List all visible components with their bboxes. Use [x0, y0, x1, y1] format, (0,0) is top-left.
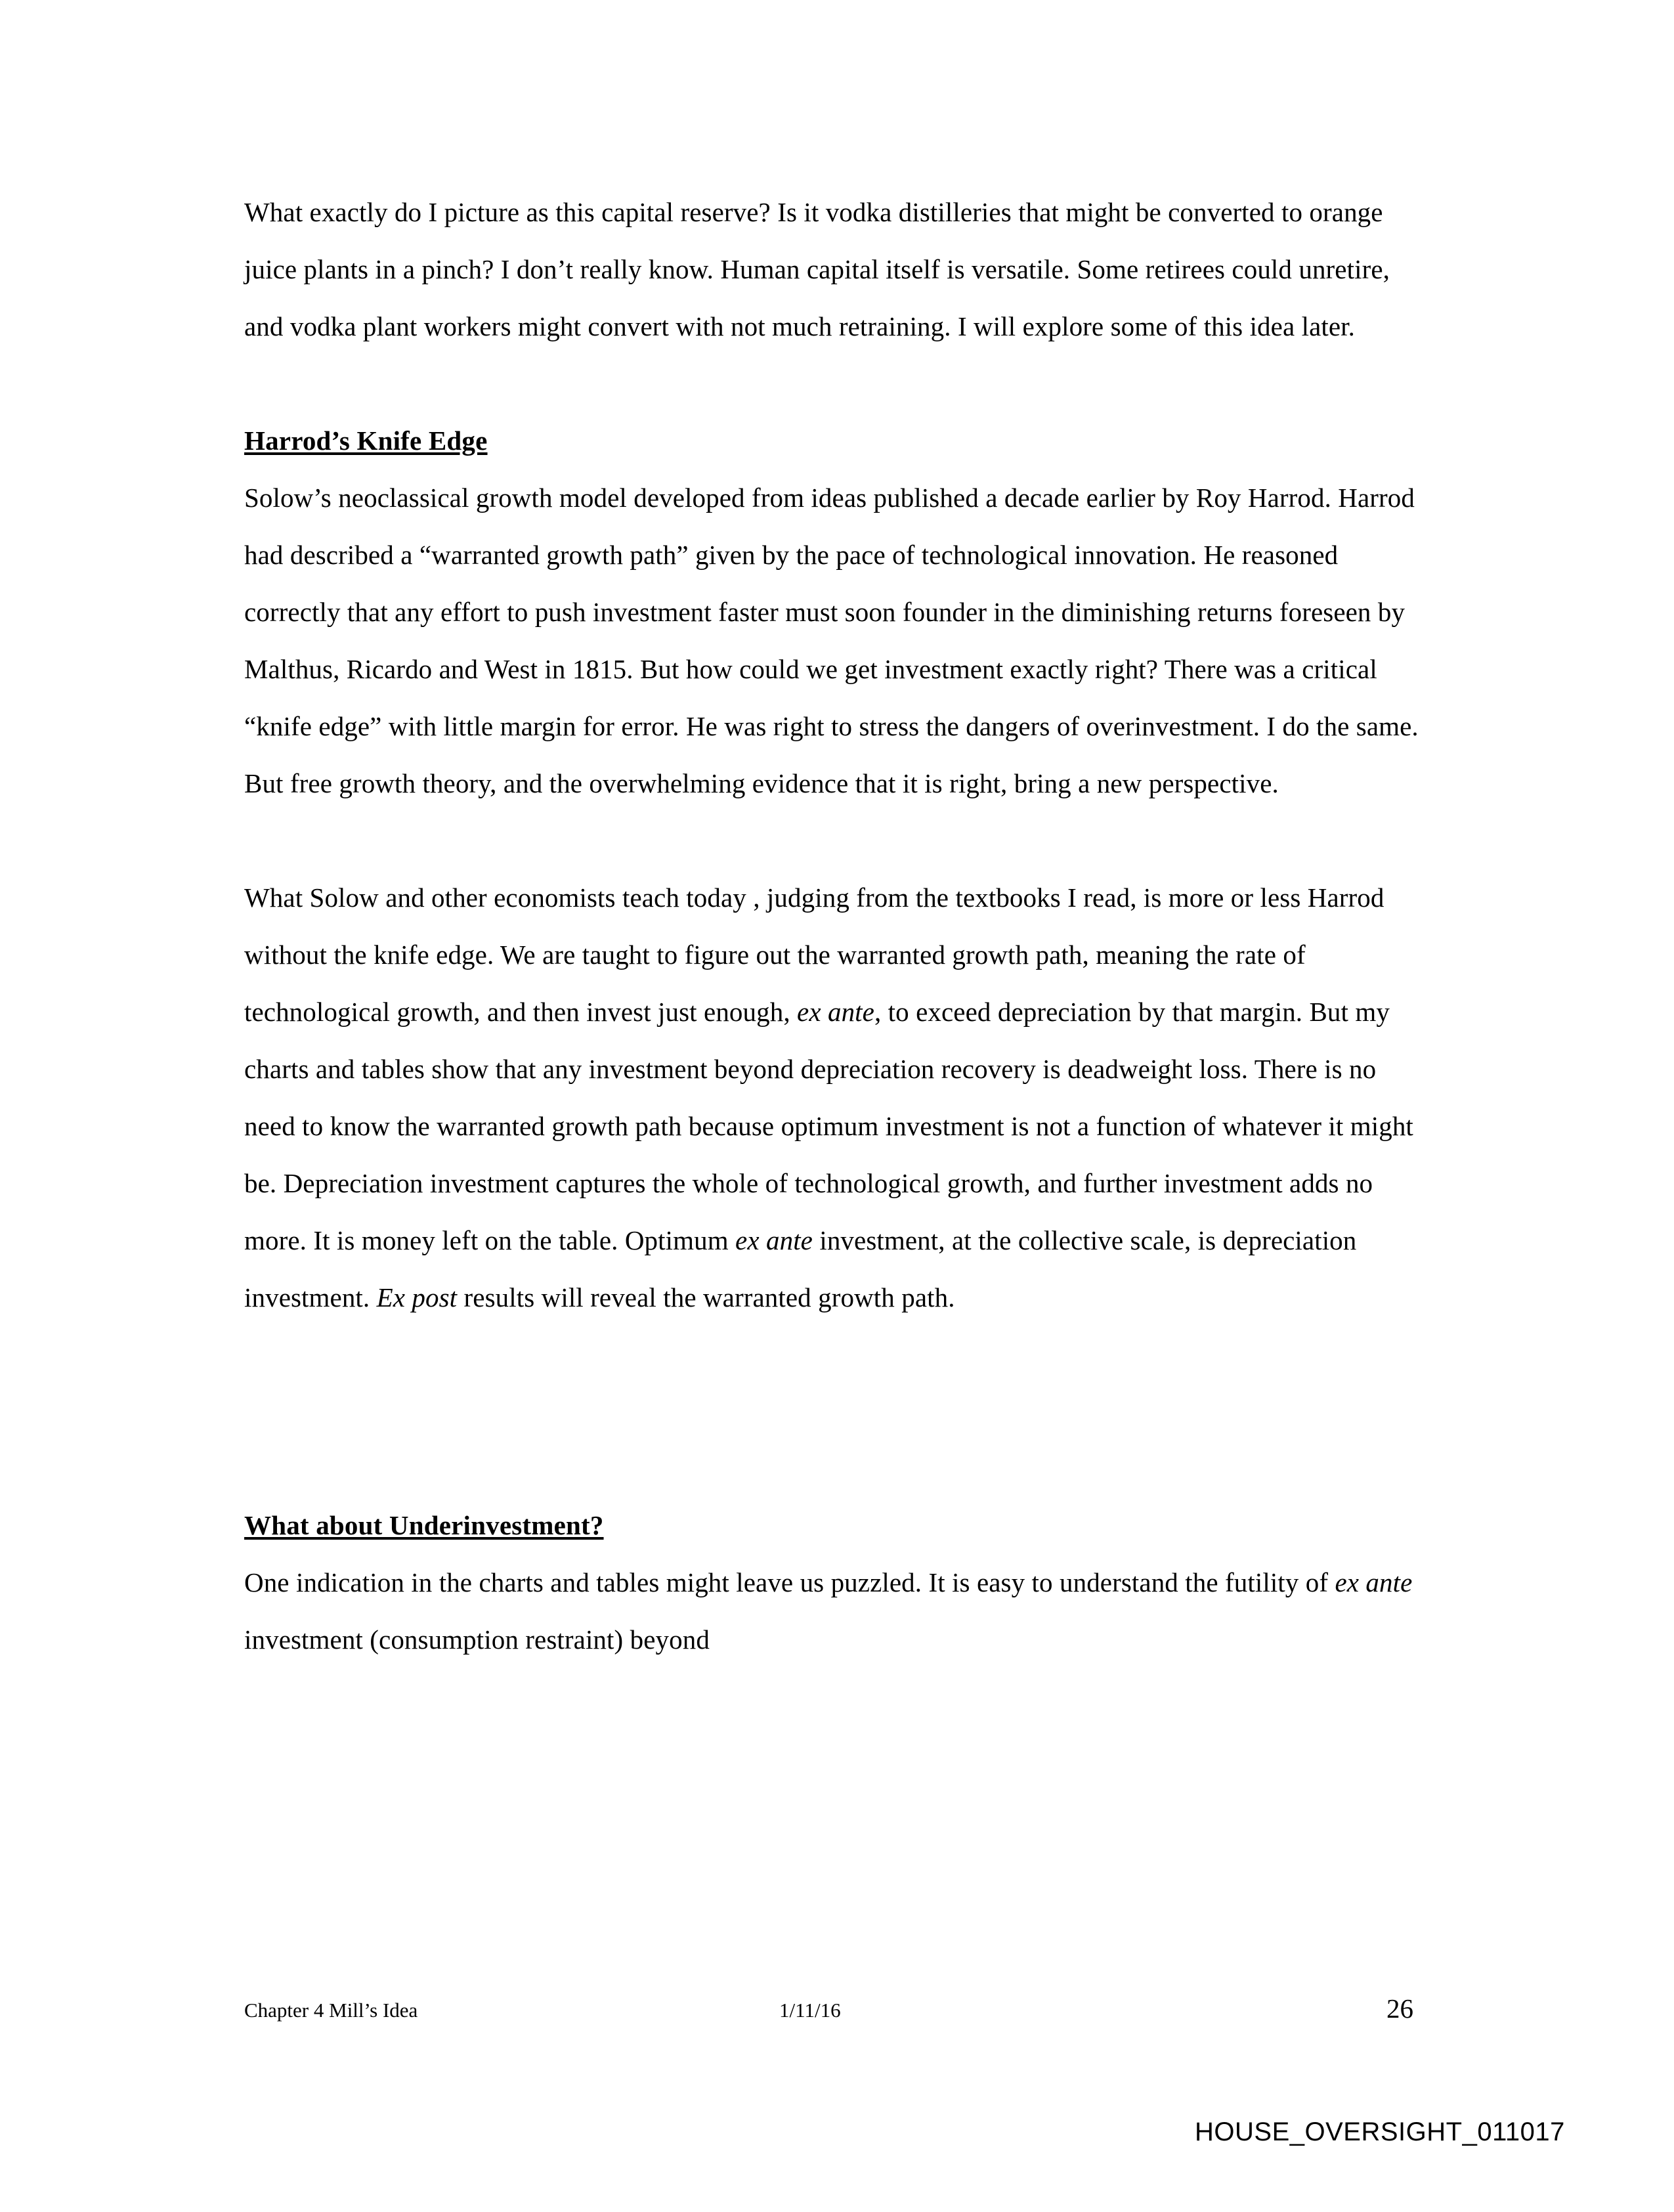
section-spacer	[244, 1326, 1426, 1497]
text-run-3: investment, at the collective scale, is depreciation investment.	[244, 1225, 1357, 1312]
emphasis-ex-post: Ex post	[376, 1282, 458, 1312]
text-run-1: What Solow and other economists teach today , judging from the textbooks I read, is more or less Harrod without the knife edge. We are taught to figure out the warranted growth path, meaning the rate of technological growth, and then invest just enough,	[244, 882, 1384, 1027]
page-footer	[244, 1993, 1426, 2035]
page-content	[244, 184, 1426, 1668]
footer-chapter-label: Chapter 4 Mill’s Idea	[244, 1999, 418, 2022]
footer-date: 1/11/16	[779, 1999, 841, 2022]
emphasis-ex-ante-1: ex ante	[797, 997, 874, 1027]
paragraph-spacer-2	[244, 812, 1426, 869]
paragraph-underinvestment	[244, 1554, 1426, 1668]
paragraph-spacer	[244, 355, 1426, 412]
footer-page-number: 26	[1386, 1993, 1413, 2024]
text-run-5: One indication in the charts and tables might leave us puzzled. It is easy to understand the futility of	[244, 1567, 1335, 1597]
text-run-6: investment (consumption restraint) beyond	[244, 1624, 710, 1655]
text-run-2: , to exceed depreciation by that margin. But my charts and tables show that any investment beyond depreciation recovery is deadweight loss. There is no need to know the warranted growth path because optimum investment is not a function of whatever it might be. Depreciation investment captures the whole of technological growth, and further investment adds no more. It is money left on the table. Optimum	[244, 997, 1413, 1255]
heading-what-about-underinvestment: What about Underinvestment?	[244, 1510, 604, 1540]
paragraph-warranted-growth	[244, 869, 1426, 1326]
text-run-4: results will reveal the warranted growth path.	[457, 1282, 955, 1312]
paragraph-solow-harrod: Solow’s neoclassical growth model developed from ideas published a decade earlier by Roy Harrod. Harrod had described a “warranted growth path” given by the pace of technological innovation. He reasoned correctly that any effort to push investment faster must soon founder in the diminishing returns foreseen by Malthus, Ricardo and West in 1815. But how could we get investment exactly right? There was a critical “knife edge” with little margin for error. He was right to stress the dangers of overinvestment. I do the same. But free growth theory, and the overwhelming evidence that it is right, bring a new perspective.	[244, 483, 1419, 798]
emphasis-ex-ante-3: ex ante	[1335, 1567, 1413, 1597]
bates-stamp: HOUSE_OVERSIGHT_011017	[1195, 2117, 1565, 2146]
paragraph-capital-reserve: What exactly do I picture as this capital reserve? Is it vodka distilleries that might be converted to orange juice plants in a pinch? I don’t really know. Human capital itself is versatile. Some retirees could unretire, and vodka plant workers might convert with not much retraining. I will explore some of this idea later.	[244, 197, 1390, 341]
emphasis-ex-ante-2: ex ante	[735, 1225, 813, 1255]
heading-harrods-knife-edge: Harrod’s Knife Edge	[244, 425, 488, 456]
